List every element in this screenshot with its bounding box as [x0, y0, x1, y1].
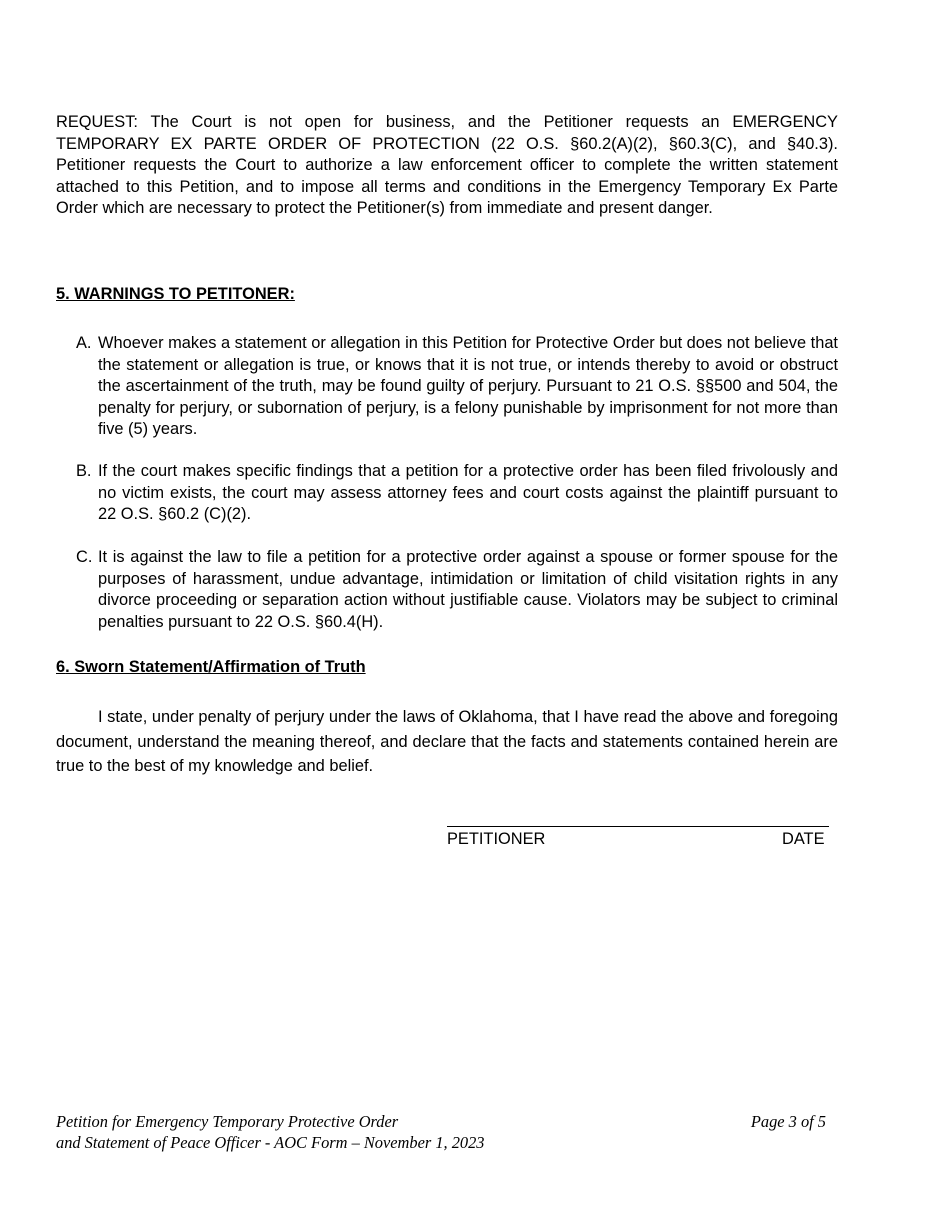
signature-line — [447, 826, 829, 827]
sworn-statement: I state, under penalty of perjury under the laws of Oklahoma, that I have read the above and foregoing document, understand the meaning thereof, and declare that the facts and statements contained herein are true to the best of my knowledge and belief. — [56, 708, 838, 775]
warning-item-c — [76, 547, 838, 633]
footer-line-1: Petition for Emergency Temporary Protective Order — [56, 1112, 399, 1131]
warning-item-a — [76, 333, 838, 441]
date-label: DATE — [782, 830, 825, 848]
warning-item-b — [76, 461, 838, 526]
section-6-heading — [56, 657, 366, 678]
warning-letter-a: A. — [76, 334, 92, 352]
request-paragraph: REQUEST: The Court is not open for business, and the Petitioner requests an EMERGENCY TEMPORARY EX PARTE ORDER OF PROTECTION (22 O.S. §60.2(A)(2), §60.3(C), and §40.3). Petitioner requests the Court to authorize a law enforcement officer to complete the written statement attached to this Petition, and to impose all terms and conditions in the Emergency Temporary Ex Parte Order which are necessary to protect the Petitioner(s) from immediate and present danger. — [56, 113, 838, 217]
warning-letter-b: B. — [76, 462, 92, 480]
section-6-number: 6 — [56, 658, 66, 676]
petitioner-label: PETITIONER — [447, 830, 546, 848]
warning-text-b: If the court makes specific findings that a petition for a protective order has been filed frivolously and no victim exists, the court may assess attorney fees and court costs against the plaintiff pursuant to 22 O.S. §60.2 (C)(2). — [98, 462, 838, 523]
warnings-list — [76, 333, 838, 441]
footer-line-2: and Statement of Peace Officer - AOC Form – November 1, 2023 — [56, 1133, 485, 1152]
warning-letter-c: C. — [76, 548, 93, 566]
section-6-title: . Sworn Statement/Affirmation of Truth — [65, 658, 366, 676]
warning-text-c: It is against the law to file a petition for a protective order against a spouse or former spouse for the purposes of harassment, undue advantage, intimidation or limitation of child visitation rights in any divorce proceeding or separation action without justifiable cause. Violators may be subject to criminal penalties pursuant to 22 O.S. §60.4(H). — [98, 548, 838, 631]
page-number: Page 3 of 5 — [750, 1112, 826, 1131]
section-5-heading: 5. WARNINGS TO PETITONER: — [56, 285, 295, 303]
footer — [56, 1111, 826, 1153]
warning-text-a: Whoever makes a statement or allegation in this Petition for Protective Order but does not believe that the statement or allegation is true, or knows that it is not true, or intends thereby to avoid or obstruct the ascertainment of the truth, may be found guilty of perjury. Pursuant to 21 O.S. §§500 and 504, the penalty for perjury, or subornation of perjury, is a felony punishable by imprisonment for not more than five (5) years. — [98, 334, 838, 438]
warnings-list-c — [76, 547, 838, 633]
warnings-list-b — [76, 461, 838, 526]
request-block — [56, 112, 838, 220]
